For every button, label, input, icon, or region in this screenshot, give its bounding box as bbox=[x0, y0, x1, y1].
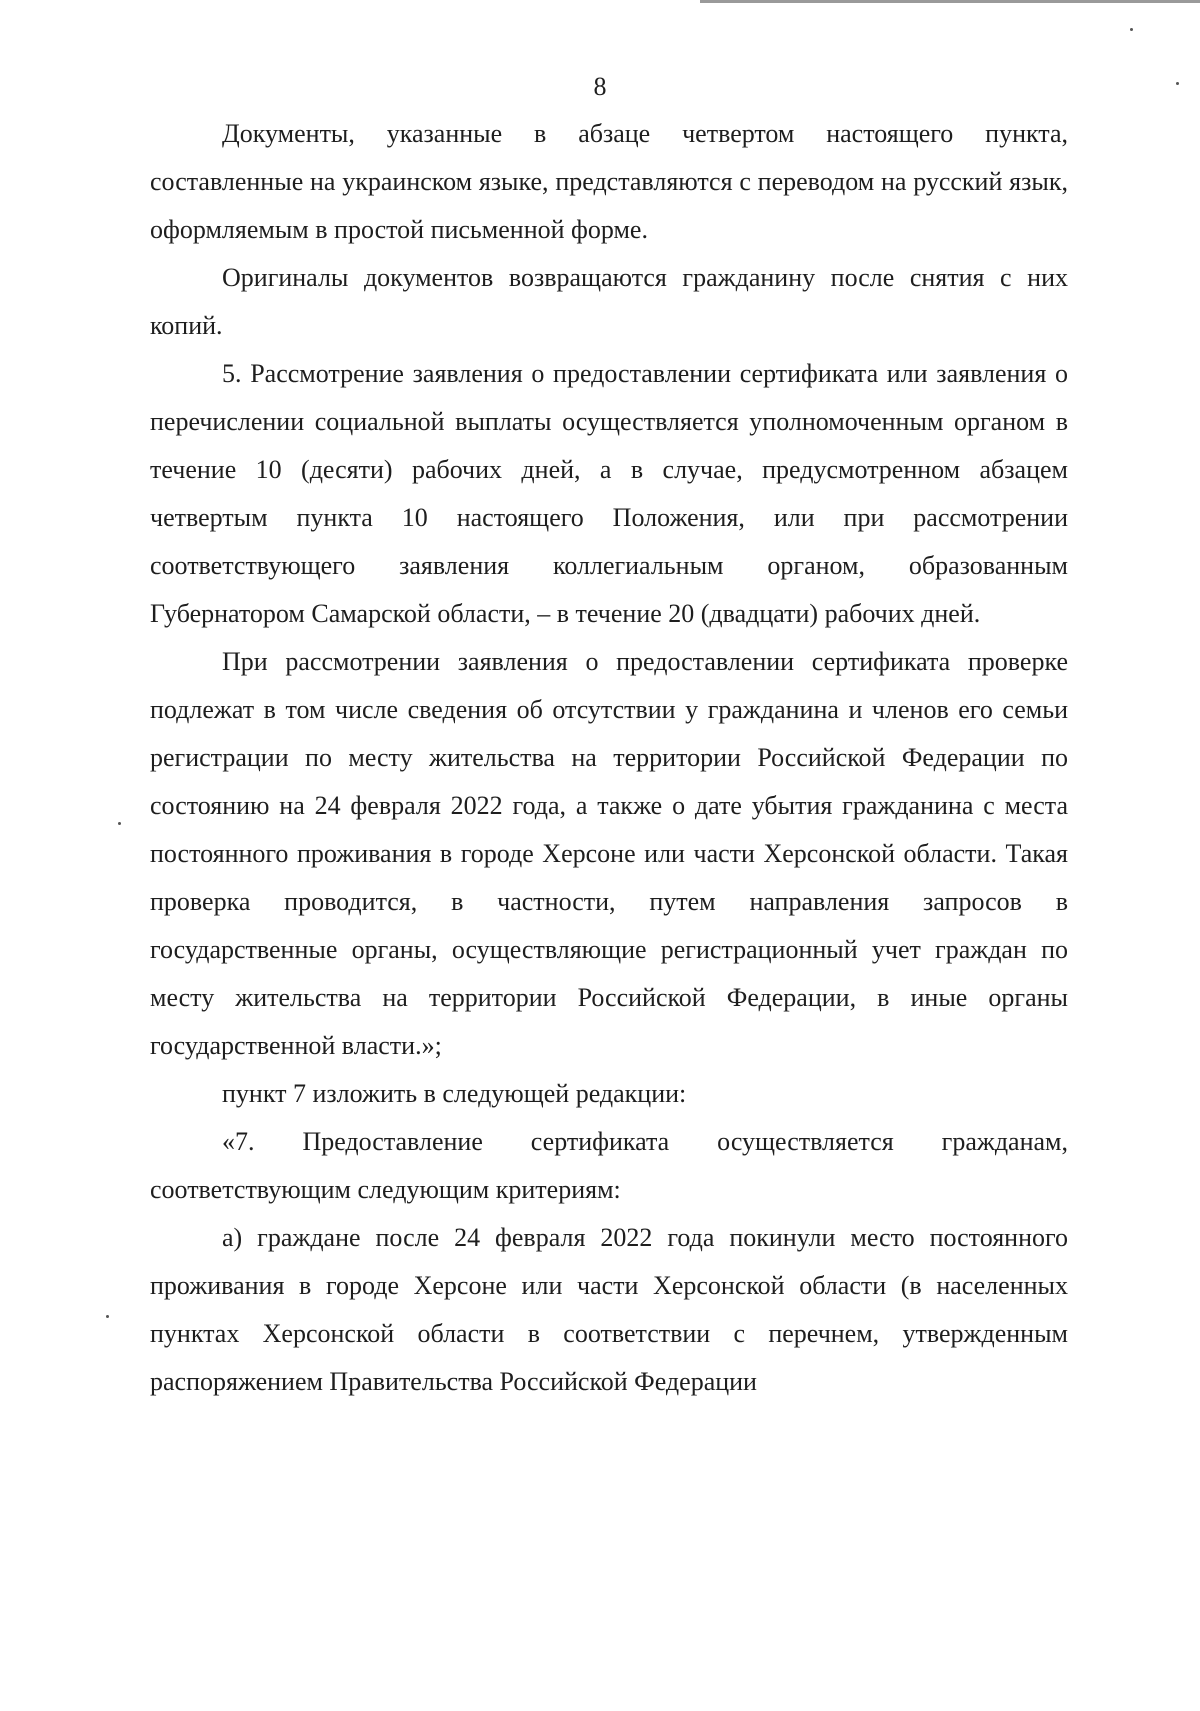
paragraph-documents-translation: Документы, указанные в абзаце четвертом настоящего пункта, составленные на украинском языке, представляются с переводом на русский язык, оформляемым в простой письменной форме. bbox=[150, 119, 1068, 244]
paragraph-certificate-verification: При рассмотрении заявления о предоставлении сертификата проверке подлежат в том числе сведения об отсутствии у гражданина и членов его семьи регистрации по месту жительства на территории Российской Федерации по состоянию на 24 февраля 2022 года, а также о дате убытия гражданина с места постоянного проживания в городе Херсоне или части Херсонской области. Такая проверка проводится, в частности, путем направления запросов в государственные органы, осуществляющие регистрационный учет граждан по месту жительства на территории Российской Федерации, в иные органы государственной власти.»; bbox=[150, 647, 1068, 1060]
paragraph-originals-returned: Оригиналы документов возвращаются гражданину после снятия с них копий. bbox=[150, 263, 1068, 340]
paragraph-item-5: 5. Рассмотрение заявления о предоставлении сертификата или заявления о перечислении социальной выплаты осуществляется уполномоченным органом в течение 10 (десяти) рабочих дней, а в случае, предусмотренном абзацем четвертым пункта 10 настоящего Положения, или при рассмотрении соответствующего заявления коллегиальным органом, образованным Губернатором Самарской области, – в течение 20 (двадцати) рабочих дней. bbox=[150, 359, 1068, 628]
paragraph-item-7-intro: пункт 7 изложить в следующей редакции: bbox=[222, 1079, 687, 1108]
scan-speck bbox=[118, 822, 121, 825]
document-body bbox=[150, 110, 1068, 1406]
scan-top-rule bbox=[700, 0, 1200, 3]
scan-speck bbox=[106, 1315, 109, 1318]
scan-speck bbox=[1130, 28, 1133, 31]
paragraph-item-7: «7. Предоставление сертификата осуществляется гражданам, соответствующим следующим критериям: bbox=[150, 1127, 1068, 1204]
page-number: 8 bbox=[593, 72, 607, 101]
paragraph-criterion-a: а) граждане после 24 февраля 2022 года покинули место постоянного проживания в городе Херсоне или части Херсонской области (в населенных пунктах Херсонской области в соответствии с перечнем, утвержденным распоряжением Правительства Российской Федерации bbox=[150, 1223, 1068, 1396]
